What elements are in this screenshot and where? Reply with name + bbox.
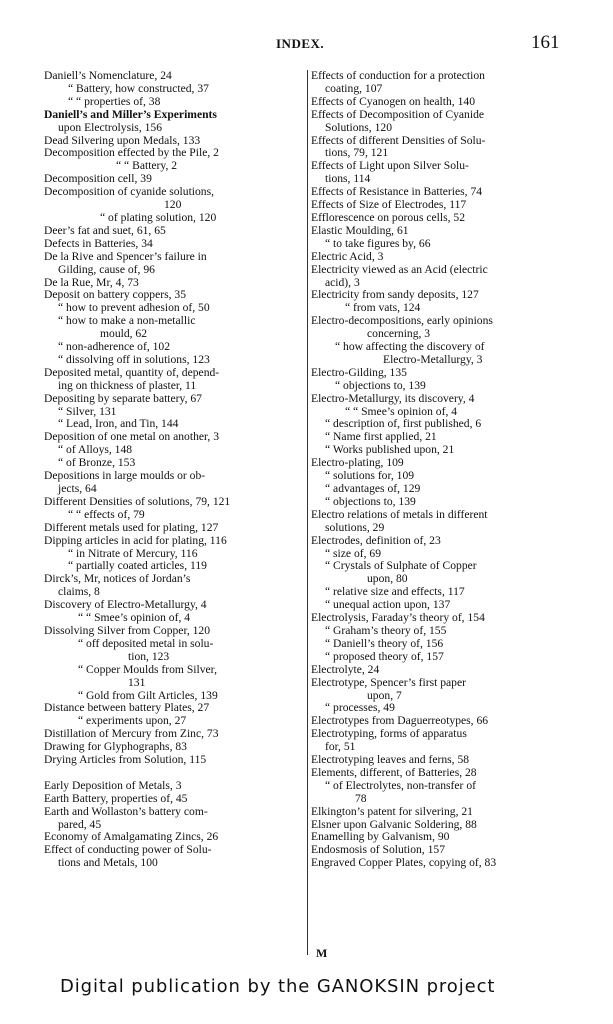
index-entry: “ non-adherence of, 102 — [58, 341, 171, 354]
index-entry: Discovery of Electro-Metallurgy, 4 — [44, 599, 207, 612]
index-entry: De la Rue, Mr, 4, 73 — [44, 276, 139, 289]
index-entry: “ Name first applied, 21 — [325, 431, 437, 444]
index-entry: “ in Nitrate of Mercury, 116 — [68, 547, 198, 560]
page-title: INDEX. — [276, 36, 325, 51]
index-entry: Depositing by separate battery, 67 — [44, 392, 202, 405]
index-entry: tions, 114 — [325, 173, 371, 186]
index-entry: “ Copper Moulds from Silver, — [78, 663, 217, 676]
index-entry: Deer’s fat and suet, 61, 65 — [44, 224, 166, 237]
index-entry: “ size of, 69 — [325, 547, 382, 560]
index-entry: tion, 123 — [128, 650, 170, 663]
index-entry: Electric Acid, 3 — [311, 250, 384, 263]
index-entry: “ Lead, Iron, and Tin, 144 — [58, 418, 179, 431]
index-entry: Effects of Cyanogen on health, 140 — [311, 95, 475, 108]
index-entry: “ of Alloys, 148 — [58, 444, 133, 457]
index-entry: Electricity from sandy deposits, 127 — [311, 289, 479, 302]
index-entry: Elastic Moulding, 61 — [311, 224, 409, 237]
index-entry: Effects of conduction for a protection — [311, 70, 485, 82]
index-entry: “ “ Smee’s opinion of, 4 — [78, 612, 191, 625]
index-entry: “ Battery, how constructed, 37 — [68, 82, 209, 95]
index-entry: Electro-Gilding, 135 — [311, 366, 407, 379]
index-entry: Effects of Decomposition of Cyanide — [311, 108, 485, 121]
index-entry: Deposition of one metal on another, 3 — [44, 431, 220, 444]
index-entry: Electrotype, Spencer’s first paper — [311, 676, 466, 689]
index-entry: “ partially coated articles, 119 — [68, 560, 207, 573]
index-entry: “ “ Battery, 2 — [116, 160, 178, 173]
index-entry: “ objections to, 139 — [335, 379, 426, 392]
index-entry: Defects in Batteries, 34 — [44, 237, 153, 250]
index-entry: Solutions, 120 — [325, 121, 392, 134]
index-entry: Effects of Size of Electrodes, 117 — [311, 199, 467, 212]
index-entry: “ solutions for, 109 — [325, 470, 415, 483]
index-entry: Engraved Copper Plates, copying of, 83 — [311, 857, 497, 870]
page-number: 161 — [531, 32, 560, 53]
index-entry: “ how affecting the discovery of — [335, 341, 485, 354]
index-entry: Earth and Wollaston’s battery com- — [44, 805, 208, 818]
index-entry: “ Graham’s theory of, 155 — [325, 624, 447, 637]
index-entry: Depositions in large moulds or ob- — [44, 470, 206, 483]
index-entry: Effect of conducting power of Solu- — [44, 844, 212, 857]
index-entry: Electrolysis, Faraday’s theory of, 154 — [311, 612, 485, 625]
index-entry: “ processes, 49 — [325, 702, 395, 715]
index-entry: Efflorescence on porous cells, 52 — [311, 211, 465, 224]
index-entry: “ experiments upon, 27 — [78, 715, 187, 728]
index-entry: Daniell’s and Miller’s Experiments — [44, 108, 217, 121]
index-entry: Electrotyping, forms of apparatus — [311, 728, 467, 741]
index-entry: Electro-Metallurgy, 3 — [383, 353, 483, 366]
index-entry: Different metals used for plating, 127 — [44, 521, 219, 534]
index-entry: “ “ Smee’s opinion of, 4 — [345, 405, 458, 418]
index-entry: Distance between battery Plates, 27 — [44, 702, 210, 715]
index-entry — [44, 767, 304, 780]
index-entry: 78 — [355, 792, 367, 805]
index-entry: Endosmosis of Solution, 157 — [311, 844, 445, 857]
index-entry: coating, 107 — [325, 82, 383, 95]
index-entry: 120 — [164, 199, 182, 212]
index-entry: Daniell’s Nomenclature, 24 — [44, 70, 172, 82]
index-entry: Drying Articles from Solution, 115 — [44, 754, 207, 767]
index-entry: Elements, different, of Batteries, 28 — [311, 766, 477, 779]
index-entry: “ relative size and effects, 117 — [325, 586, 465, 599]
index-entry: tions and Metals, 100 — [58, 857, 158, 870]
index-entry: “ Crystals of Sulphate of Copper — [325, 560, 477, 573]
index-entry: Dipping articles in acid for plating, 116 — [44, 534, 227, 547]
index-entry: “ from vats, 124 — [345, 302, 421, 315]
index-column-left — [44, 70, 304, 870]
index-entry: solutions, 29 — [325, 521, 385, 534]
index-entry: Decomposition cell, 39 — [44, 173, 152, 186]
index-entry: upon Electrolysis, 156 — [58, 121, 163, 134]
index-entry: Dissolving Silver from Copper, 120 — [44, 624, 211, 637]
index-column-right — [311, 70, 569, 870]
index-entry: “ description of, first published, 6 — [325, 418, 482, 431]
index-entry: Electro-Metallurgy, its discovery, 4 — [311, 392, 475, 405]
index-entry: tions, 79, 121 — [325, 147, 389, 160]
column-divider — [307, 70, 308, 955]
index-entry: Early Deposition of Metals, 3 — [44, 779, 182, 792]
index-entry: ing on thickness of plaster, 11 — [58, 379, 197, 392]
index-entry: “ off deposited metal in solu- — [78, 637, 214, 650]
index-entry: “ Gold from Gilt Articles, 139 — [78, 689, 218, 702]
index-entry: Electro-plating, 109 — [311, 457, 404, 470]
footer-credit: Digital publication by the GANOKSIN project — [60, 976, 496, 997]
index-entry: Electro-decompositions, early opinions — [311, 315, 493, 328]
index-entry: Electricity viewed as an Acid (electric — [311, 263, 488, 276]
index-entry: “ advantages of, 129 — [325, 483, 421, 495]
index-entry: Decomposition of cyanide solutions, — [44, 186, 215, 199]
running-header — [0, 32, 613, 56]
index-entry: “ proposed theory of, 157 — [325, 650, 444, 663]
index-entry: “ Works published upon, 21 — [325, 444, 455, 457]
index-entry: “ Daniell’s theory of, 156 — [325, 637, 444, 650]
index-entry: Elsner upon Galvanic Soldering, 88 — [311, 818, 477, 831]
index-entry: claims, 8 — [58, 586, 100, 599]
index-entry: Effects of different Densities of Solu- — [311, 134, 486, 147]
index-entry: acid), 3 — [325, 276, 360, 289]
index-entry: Economy of Amalgamating Zincs, 26 — [44, 831, 219, 844]
index-entry: “ dissolving off in solutions, 123 — [58, 353, 210, 366]
index-entry: “ of Bronze, 153 — [58, 457, 136, 470]
index-entry: Distillation of Mercury from Zinc, 73 — [44, 728, 219, 741]
index-entry: Enamelling by Galvanism, 90 — [311, 831, 450, 844]
index-entry: jects, 64 — [58, 483, 97, 495]
index-entry: Effects of Light upon Silver Solu- — [311, 160, 469, 173]
index-entry: Deposit on battery coppers, 35 — [44, 289, 186, 302]
index-entry: pared, 45 — [58, 818, 102, 831]
index-entry: Gilding, cause of, 96 — [58, 263, 155, 276]
index-entry: Electrolyte, 24 — [311, 663, 380, 676]
index-entry: “ how to make a non-metallic — [58, 315, 196, 328]
index-entry: Deposited metal, quantity of, depend- — [44, 366, 220, 379]
index-entry: “ “ effects of, 79 — [68, 508, 145, 521]
index-entry: Electrotyping leaves and ferns, 58 — [311, 754, 470, 767]
index-entry: concerning, 3 — [367, 328, 431, 341]
index-entry: “ “ properties of, 38 — [68, 95, 161, 108]
index-entry: De la Rive and Spencer’s failure in — [44, 250, 207, 263]
index-entry: upon, 80 — [367, 573, 408, 586]
index-entry: Elkington’s patent for silvering, 21 — [311, 805, 473, 818]
index-entry: “ of Electrolytes, non-transfer of — [325, 779, 476, 792]
index-entry: Dead Silvering upon Medals, 133 — [44, 134, 201, 147]
index-entry: Electrotypes from Daguerreotypes, 66 — [311, 715, 489, 728]
index-entry: upon, 7 — [367, 689, 402, 702]
index-entry: mould, 62 — [100, 328, 148, 341]
index-entry: “ to take figures by, 66 — [325, 237, 431, 250]
index-entry: Electro relations of metals in different — [311, 508, 488, 521]
index-entry: Earth Battery, properties of, 45 — [44, 792, 188, 805]
index-entry: “ Silver, 131 — [58, 405, 117, 418]
index-entry: Effects of Resistance in Batteries, 74 — [311, 186, 483, 199]
index-entry: “ of plating solution, 120 — [100, 211, 217, 224]
index-entry: for, 51 — [325, 741, 356, 754]
signature-mark: M — [316, 946, 328, 960]
index-entry: Electrodes, definition of, 23 — [311, 534, 441, 547]
index-entry: “ objections to, 139 — [325, 495, 416, 508]
index-entry: Different Densities of solutions, 79, 121 — [44, 495, 231, 508]
index-entry: Decomposition effected by the Pile, 2 — [44, 147, 219, 160]
index-entry: Dirck’s, Mr, notices of Jordan’s — [44, 573, 191, 586]
index-entry: Drawing for Glyphographs, 83 — [44, 741, 187, 754]
index-entry: “ how to prevent adhesion of, 50 — [58, 302, 210, 315]
index-entry: “ unequal action upon, 137 — [325, 599, 451, 612]
index-entry: 131 — [128, 676, 146, 689]
